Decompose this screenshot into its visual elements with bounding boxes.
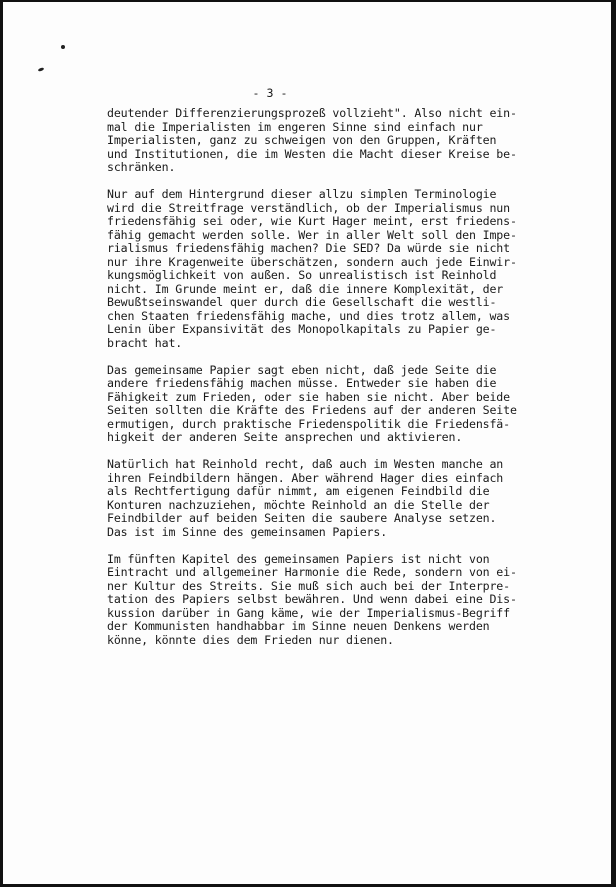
text-line: Bewußtseinswandel quer durch die Gesellschaft die westli- [107, 295, 497, 309]
text-line: higkeit der anderen Seite ansprechen und aktivieren. [107, 430, 463, 444]
scan-border-right [611, 0, 616, 887]
text-line: Das ist im Sinne des gemeinsamen Papiers. [107, 524, 388, 539]
scan-border-left [0, 0, 3, 887]
text-line: Im fünften Kapitel des gemeinsamen Papiers ist nicht von [107, 551, 490, 566]
text-line: ermutigen, durch praktische Friedenspolitik die Friedensfä- [107, 416, 510, 431]
text-line: andere friedensfähig machen müsse. Entweder sie haben die [107, 376, 497, 390]
text-line: kungsmöglichkeit von außen. So unrealistisch ist Reinhold [107, 268, 497, 282]
text-line: nur ihre Kragenweite überschätzen, sondern auch jede Einwir- [107, 254, 517, 269]
text-line: chen Staaten friedensfähig mache, und dies trotz allem, was [107, 308, 510, 323]
text-line: und Institutionen, die im Westen die Macht dieser Kreise be- [107, 146, 517, 161]
text-line: deutender Differenzierungsprozeß vollzieht". Also nicht ein- [107, 106, 517, 120]
text-line: der Kommunisten handhabbar im Sinne neuen Denkens werden [107, 619, 490, 633]
text-line: Imperialisten, ganz zu schweigen von den Gruppen, Kräften [107, 133, 497, 147]
text-line: nicht. Im Grunde meint er, daß die innere Komplexität, der [107, 281, 504, 296]
text-line: Fähigkeit zum Frieden, oder sie haben sie nicht. Aber beide [107, 389, 510, 404]
text-line: fähig gemacht werden solle. Wer in aller Welt soll den Impe- [107, 227, 517, 242]
text-line: Eintracht und allgemeiner Harmonie die Rede, sondern von ei- [107, 565, 517, 579]
text-line: kussion darüber in Gang käme, wie der Imperialismus-Begriff [107, 605, 510, 620]
punch-hole-mark [38, 67, 45, 72]
paragraph [107, 364, 527, 445]
paragraph [107, 458, 527, 539]
text-line: Nur auf dem Hintergrund dieser allzu simplen Terminologie [107, 187, 497, 201]
text-line: Lenin über Expansivität des Monopolkapitals zu Papier ge- [107, 322, 497, 336]
text-line: könne, könnte dies dem Frieden nur dienen. [107, 632, 394, 647]
body-text [107, 107, 527, 661]
text-line: schränken. [107, 160, 176, 174]
text-line: Natürlich hat Reinhold recht, daß auch im Westen manche an [107, 457, 504, 471]
text-line: ihren Feindbildern hängen. Aber während Hager dies einfach [107, 470, 504, 485]
page-number: - 3 - [252, 86, 288, 100]
paragraph [107, 188, 527, 350]
scan-border-top [0, 0, 616, 2]
punch-hole-mark [61, 45, 65, 49]
text-line: friedensfähig sei oder, wie Kurt Hager meint, erst friedens- [107, 214, 517, 228]
text-line: Konturen nachzuziehen, möchte Reinhold an die Stelle der [107, 497, 490, 512]
text-line: bracht hat. [107, 335, 183, 350]
text-line: Seiten sollten die Kräfte des Friedens auf der anderen Seite [107, 403, 517, 417]
paragraph [107, 107, 527, 175]
paragraph [107, 553, 527, 648]
text-line: ner Kultur des Streits. Sie muß sich auch bei der Interpre- [107, 578, 510, 593]
text-line: Das gemeinsame Papier sagt eben nicht, daß jede Seite die [107, 362, 497, 377]
text-line: tation des Papiers selbst bewähren. Und wenn dabei eine Dis- [107, 592, 517, 606]
text-line: mal die Imperialisten im engeren Sinne sind einfach nur [107, 119, 483, 134]
text-line: Feindbilder auf beiden Seiten die saubere Analyse setzen. [107, 511, 497, 525]
text-line: rialismus friedensfähig machen? Die SED? Da würde sie nicht [107, 241, 510, 255]
text-line: wird die Streitfrage verständlich, ob der Imperialismus nun [107, 200, 510, 215]
text-line: als Rechtfertigung dafür nimmt, am eigenen Feindbild die [107, 484, 490, 498]
